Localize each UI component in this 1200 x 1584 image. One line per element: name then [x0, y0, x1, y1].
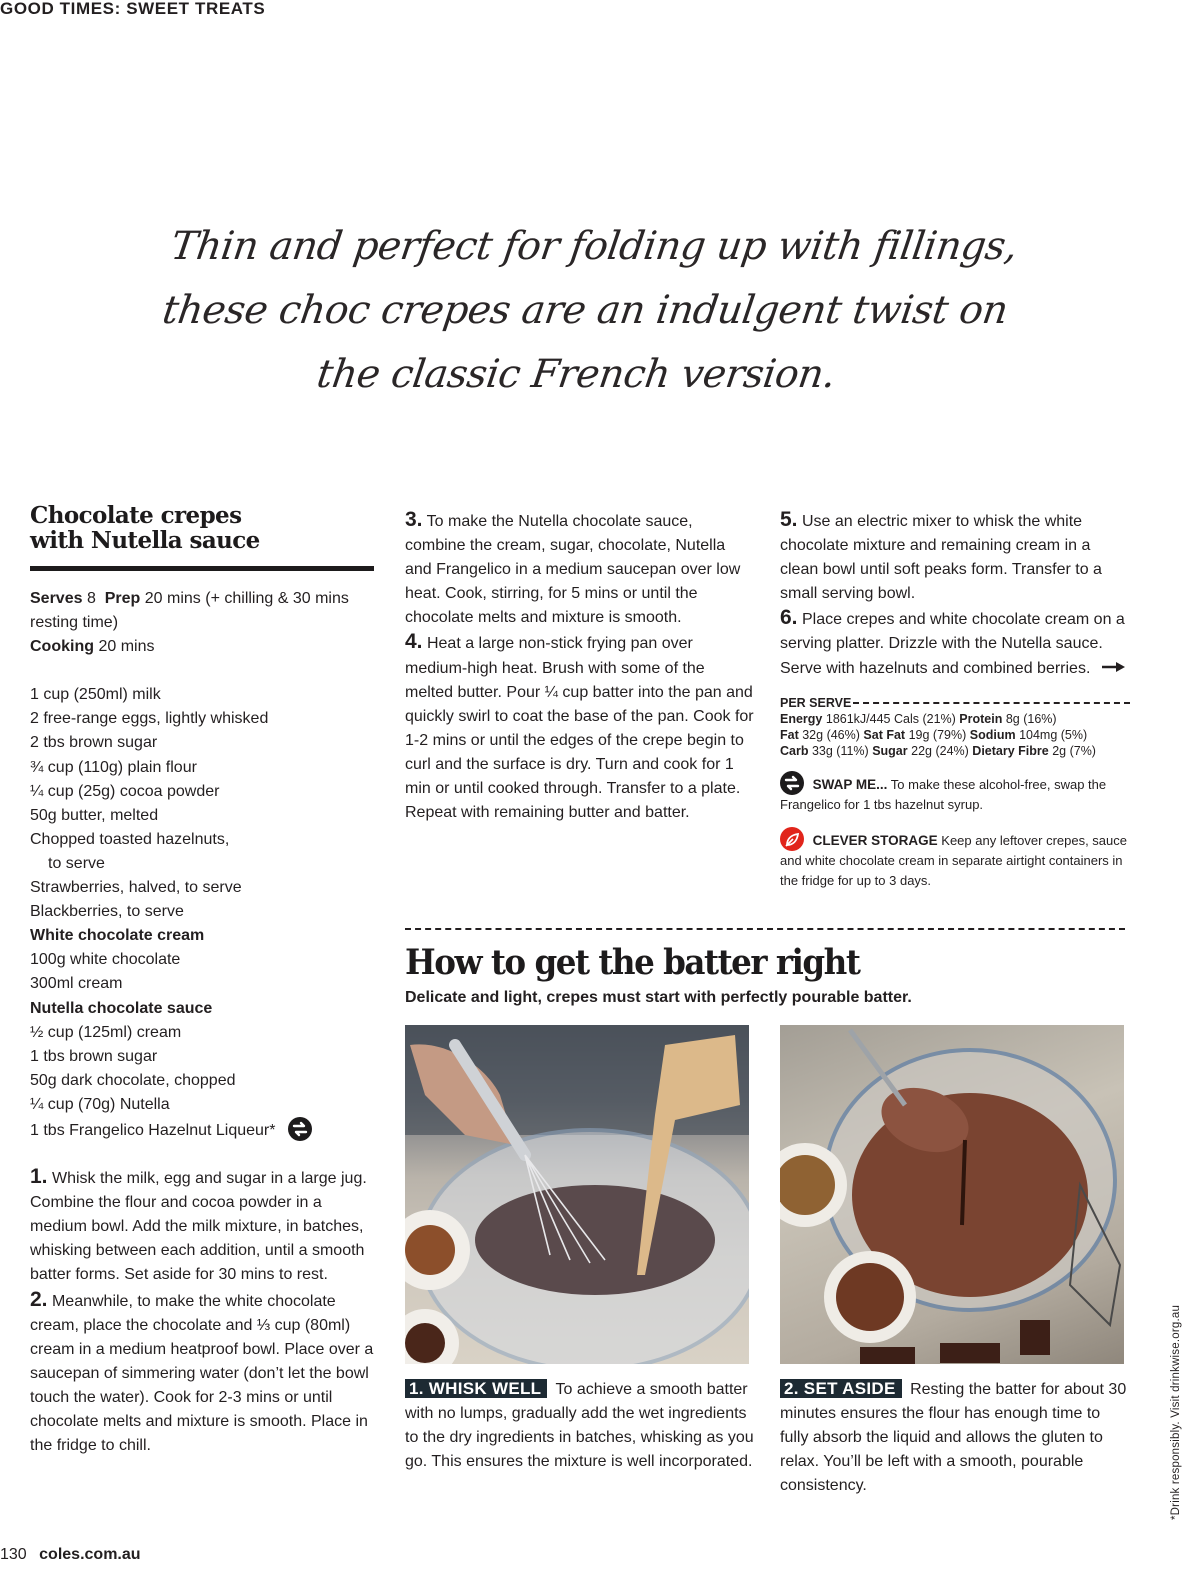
ingredient-text: 1 tbs Frangelico Hazelnut Liqueur* — [30, 1121, 276, 1139]
nutrient-value: 22g (24%) — [911, 743, 969, 758]
cooking-label: Cooking — [30, 638, 94, 656]
nutrient-label: Sat Fat — [863, 727, 906, 742]
drink-responsibly-note: *Drink responsibly. Visit drinkwise.org.au — [1170, 1304, 1182, 1520]
caption-whisk-well — [405, 1377, 755, 1474]
nutrient-label: Protein — [959, 711, 1003, 726]
recipe-meta — [30, 587, 376, 659]
prep-label: Prep — [104, 590, 141, 607]
step — [780, 508, 1130, 606]
intro-line: Thin and perfect for folding up with fillings, — [168, 224, 1021, 269]
storage-tip — [780, 827, 1130, 891]
ingredient: 1 cup (250ml) milk — [30, 686, 161, 704]
swap-arrows-icon — [780, 771, 804, 795]
swap-arrows-icon — [288, 1117, 312, 1141]
nutrient-label: Energy — [780, 711, 823, 726]
nutrient-value: 2g (7%) — [1052, 743, 1096, 758]
ingredient: 300ml cream — [30, 975, 123, 993]
caption-text: Resting the batter for about 30 minutes ensures the flour has enough time to fully absorb the liquid and allows the gluten to relax. You’ll be left with a smooth, pourable consistency. — [780, 1381, 1127, 1495]
step — [405, 508, 755, 630]
nutrient-value: 33g (11%) — [811, 743, 869, 758]
step-text: Whisk the milk, egg and sugar in a large jug. Combine the flour and cocoa powder in a medium bowl. Add the milk mixture, in batches, whisking between each addition, until a smooth batter forms. Set aside for 30 mins to rest. — [30, 1170, 367, 1284]
ingredient-subheading: Nutella chocolate sauce — [30, 999, 213, 1017]
leaf-icon — [780, 827, 804, 851]
step — [30, 1288, 376, 1459]
ingredient — [30, 1117, 376, 1143]
ingredient: 100g white chocolate — [30, 951, 181, 969]
prep-value: 20 mins (+ chilling & 30 mins resting time) — [30, 590, 349, 632]
storage-tip-text: Keep any leftover crepes, sauce and white chocolate cream in separate airtight containers in the fridge for up to 3 days. — [780, 832, 1128, 888]
intro-line: these choc crepes are an indulgent twist on — [159, 288, 1011, 333]
recipe-column-1 — [30, 503, 376, 1458]
title-rule — [30, 566, 374, 571]
ingredient: ¼ cup (25g) cocoa powder — [30, 782, 220, 800]
ingredient: 1 tbs brown sugar — [30, 1047, 158, 1065]
ingredient: ¾ cup (110g) plain flour — [30, 758, 197, 776]
swap-tip-text: To make these alcohol-free, swap the Frangelico for 1 tbs hazelnut syrup. — [780, 776, 1107, 812]
caption-text: To achieve a smooth batter with no lumps, gradually add the wet ingredients to the dry ingredients in batches, whisking as you go. This ensures the mixture is well incorporated. — [405, 1381, 754, 1471]
swap-tip-label: SWAP ME... — [812, 776, 888, 792]
nutrient-value: 32g (46%) — [802, 727, 860, 742]
page-footer — [0, 1546, 141, 1564]
step-number: 4. — [405, 630, 423, 654]
step — [780, 606, 1130, 680]
ingredient: Strawberries, halved, to serve — [30, 879, 242, 897]
ingredient: Blackberries, to serve — [30, 903, 184, 921]
ingredient: 50g butter, melted — [30, 806, 159, 824]
step-text: Meanwhile, to make the white chocolate cream, place the chocolate and ⅓ cup (80ml) cream in a medium heatproof bowl. Place over a saucepan of simmering water (don’t let the bowl touch the water). Cook for 2-3 mins or until chocolate melts and mixture is smooth. Place in the fridge to chill. — [30, 1292, 374, 1455]
ingredient-subheading: White chocolate cream — [30, 927, 205, 945]
arrow-right-icon — [1101, 657, 1127, 669]
recipe-title-line: with Nutella sauce — [30, 527, 260, 554]
nutrient-value: 8g (16%) — [1005, 711, 1057, 726]
step-text: Place crepes and white chocolate cream on a serving platter. Drizzle with the Nutella sauce. Serve with hazelnuts and combined berries. — [780, 611, 1125, 677]
step-text: To make the Nutella chocolate sauce, combine the cream, sugar, chocolate, Nutella and Frangelico in a medium saucepan over low heat. Cook, stirring, for 5 mins or until the chocolate melts and mixture is smooth. — [405, 513, 741, 627]
step-number: 2. — [30, 1287, 48, 1311]
step-number: 6. — [780, 606, 798, 630]
batter-heading: How to get the batter right — [405, 942, 860, 983]
nutrient-value: 1861kJ/445 Cals (21%) — [825, 711, 956, 726]
recipe-title — [30, 503, 376, 553]
intro-quote — [147, 215, 1024, 407]
section-divider — [405, 928, 1125, 930]
step — [405, 630, 755, 825]
section-label: GOOD TIMES: SWEET TREATS — [0, 0, 266, 18]
ingredient: Chopped toasted hazelnuts, — [30, 830, 230, 848]
ingredient-list — [30, 683, 376, 1143]
photo-whisk-well — [405, 1025, 749, 1364]
nutrition-panel — [780, 695, 1130, 759]
caption-label: 2. SET ASIDE — [780, 1379, 902, 1398]
caption-set-aside — [780, 1377, 1130, 1498]
ingredient: ¼ cup (70g) Nutella — [30, 1095, 170, 1113]
step-text: Use an electric mixer to whisk the white chocolate mixture and remaining cream in a clean bowl until soft peaks form. Transfer to a small serving bowl. — [780, 513, 1102, 603]
nutrient-label: Carb — [780, 743, 809, 758]
ingredient: 50g dark chocolate, chopped — [30, 1071, 236, 1089]
ingredient: 2 tbs brown sugar — [30, 734, 158, 752]
recipe-column-3 — [780, 508, 1130, 891]
step-text: Heat a large non-stick frying pan over medium-high heat. Brush with some of the melted butter. Pour ¼ cup batter into the pan and quickly swirl to coat the base of the pan. Cook for 1-2 mins or until the edges of the crepe begin to curl and the surface is dry. Turn and cook for 1 min or until cooked through. Transfer to a plate. Repeat with remaining butter and batter. — [405, 635, 754, 822]
nutrient-label: Dietary Fibre — [972, 743, 1049, 758]
site-link[interactable]: coles.com.au — [39, 1546, 141, 1563]
caption-label: 1. WHISK WELL — [405, 1379, 547, 1398]
nutrient-value: 19g (79%) — [908, 727, 967, 742]
nutrition-line — [780, 711, 1130, 727]
recipe-column-2 — [405, 508, 755, 825]
swap-tip — [780, 771, 1130, 815]
page-number: 130 — [0, 1546, 27, 1563]
nutrition-line — [780, 727, 1130, 743]
nutrient-label: Sodium — [969, 727, 1016, 742]
nutrient-value: 104mg (5%) — [1019, 727, 1088, 742]
nutrition-heading: PER SERVE — [780, 695, 852, 710]
serves-value: 8 — [86, 590, 96, 607]
dashed-rule — [853, 702, 1130, 704]
step-number: 5. — [780, 508, 798, 531]
nutrient-label: Sugar — [872, 743, 908, 758]
intro-line: the classic French version. — [314, 352, 839, 397]
step — [30, 1165, 376, 1287]
nutrition-line — [780, 743, 1130, 759]
step-number: 1. — [30, 1165, 48, 1189]
cooking-value: 20 mins — [98, 638, 155, 656]
ingredient: to serve — [48, 854, 105, 872]
photo-set-aside — [780, 1025, 1124, 1364]
nutrition-heading-row — [780, 695, 1130, 711]
method-steps — [30, 1165, 376, 1458]
batter-subheading: Delicate and light, crepes must start with perfectly pourable batter. — [405, 989, 912, 1006]
ingredient: ½ cup (125ml) cream — [30, 1023, 182, 1041]
serves-label: Serves — [30, 590, 83, 607]
step-number: 3. — [405, 508, 423, 531]
nutrient-label: Fat — [780, 727, 799, 742]
storage-tip-label: CLEVER STORAGE — [812, 832, 938, 848]
recipe-title-line: Chocolate crepes — [30, 502, 242, 529]
ingredient: 2 free-range eggs, lightly whisked — [30, 710, 269, 728]
